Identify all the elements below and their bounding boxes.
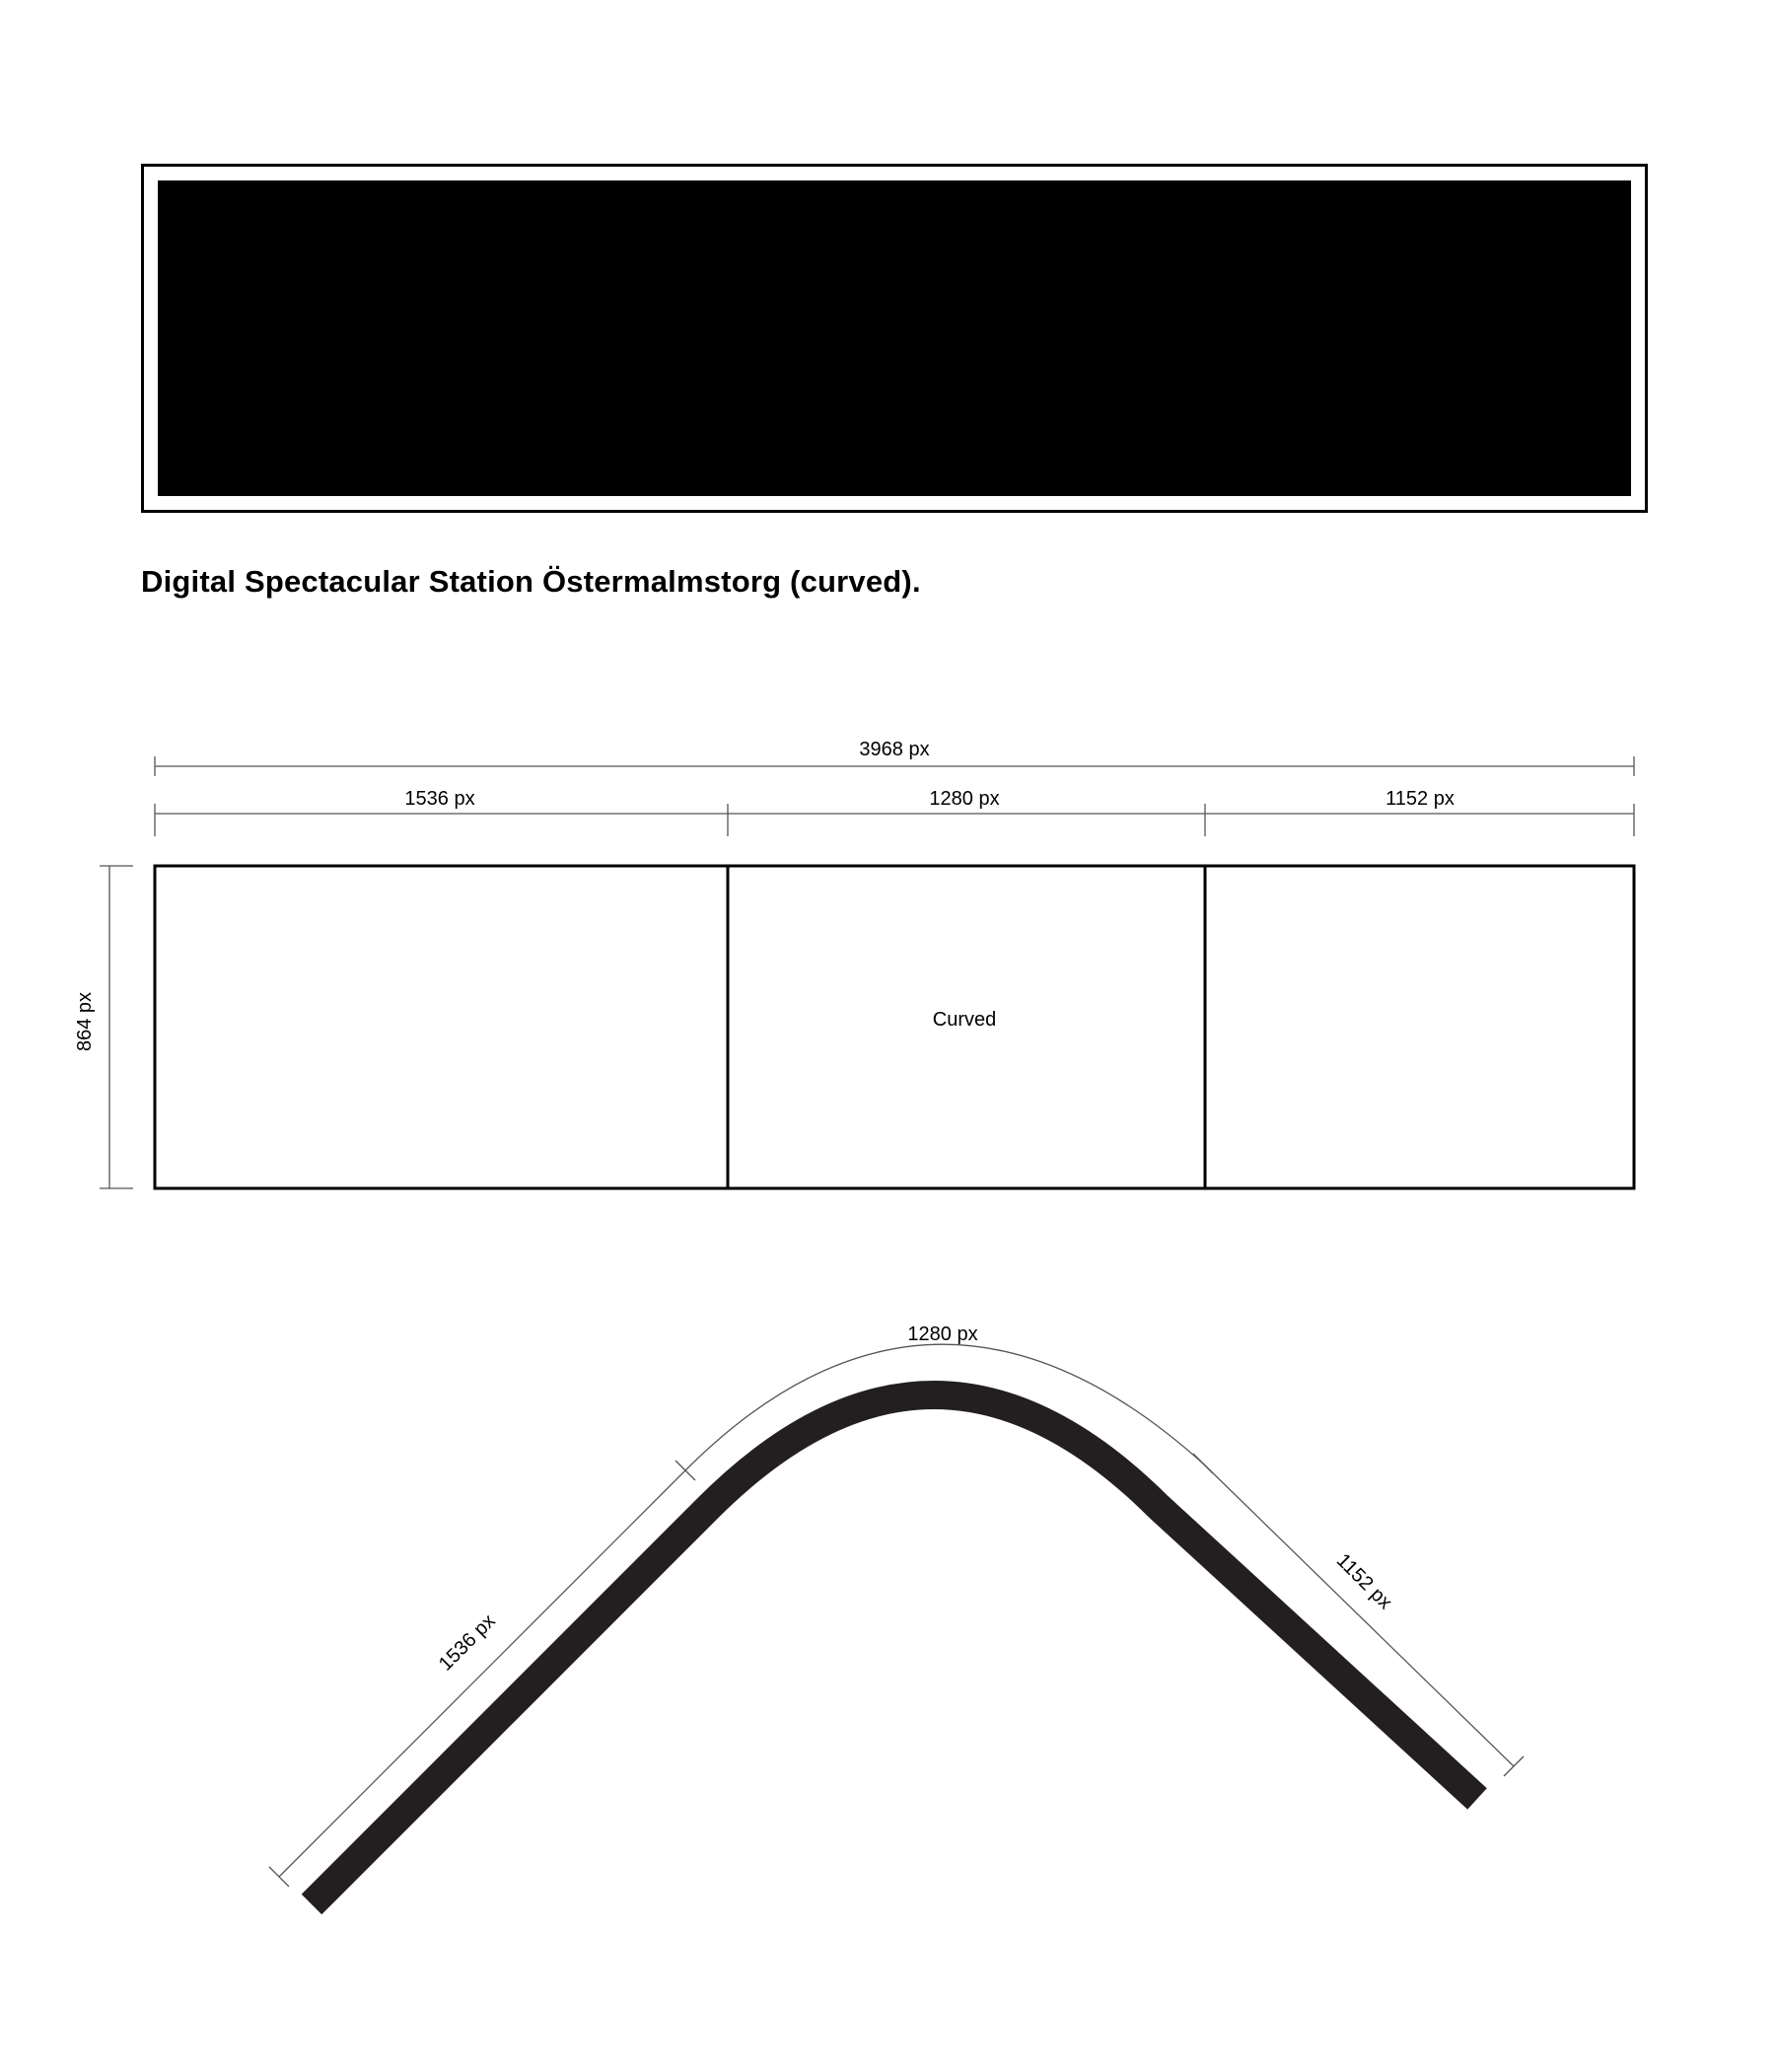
height-label: 864 px bbox=[74, 991, 96, 1052]
total-width-label: 3968 px bbox=[859, 739, 930, 760]
curve-right-label: 1152 px bbox=[1331, 1549, 1396, 1614]
curve-top-label: 1280 px bbox=[907, 1323, 978, 1345]
curve-left-label: 1536 px bbox=[434, 1609, 500, 1676]
curved-screen-shape bbox=[312, 1395, 1477, 1905]
curved-panel-label: Curved bbox=[932, 1009, 997, 1031]
right-width-label: 1152 px bbox=[1385, 788, 1455, 810]
left-panel bbox=[155, 866, 728, 1188]
page-title: Digital Spectacular Station Östermalmstorg (curved). bbox=[141, 564, 921, 599]
panel-layout bbox=[155, 866, 1634, 1188]
middle-width-label: 1280 px bbox=[929, 788, 1000, 810]
left-width-label: 1536 px bbox=[404, 788, 475, 810]
curve-dimension-lines bbox=[269, 1344, 1524, 1887]
right-panel bbox=[1205, 866, 1634, 1188]
height-dimension bbox=[100, 866, 133, 1188]
